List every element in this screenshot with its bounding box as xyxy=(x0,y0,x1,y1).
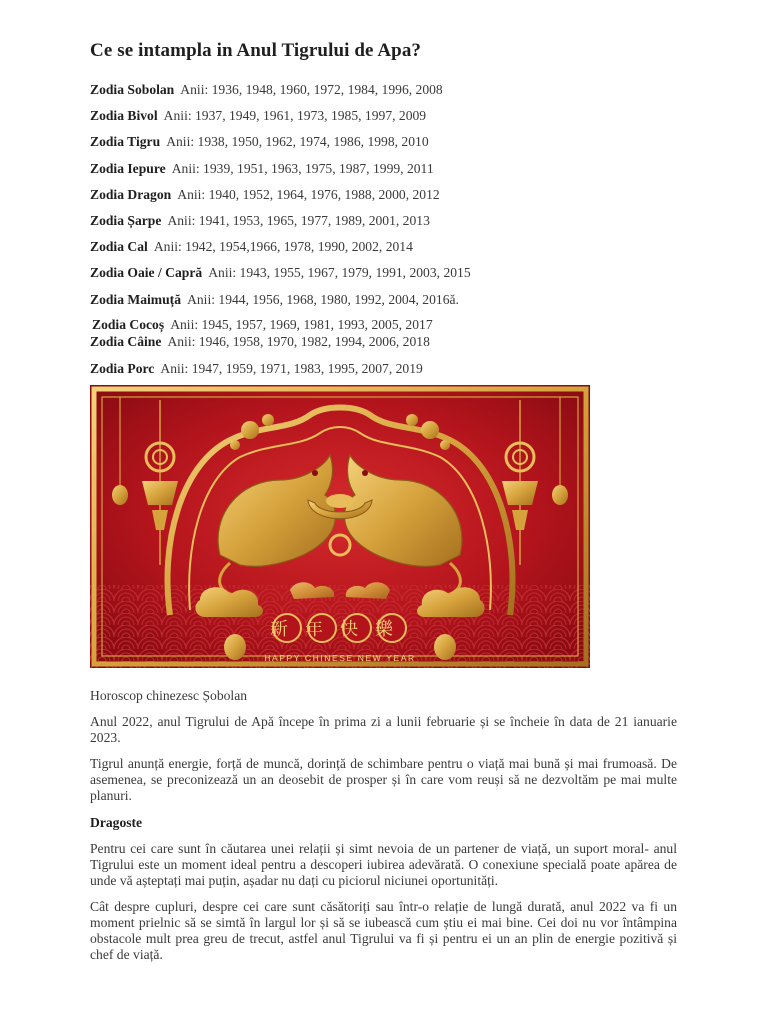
image-caption: Horoscop chinezesc Șobolan xyxy=(90,688,248,703)
chinese-greeting-text: 新年快樂 xyxy=(270,619,410,640)
sign-line-iepure xyxy=(90,161,434,177)
sign-years: Anii: 1940, 1952, 1964, 1976, 1988, 2000, 2012 xyxy=(177,187,440,202)
sign-years: Anii: 1945, 1957, 1969, 1981, 1993, 2005, 2017 xyxy=(170,317,433,332)
chinese-new-year-banner xyxy=(90,385,590,668)
sign-name: Zodia Sobolan xyxy=(90,82,175,97)
sign-line-oaie xyxy=(90,265,471,281)
sign-name: Zodia Dragon xyxy=(90,187,172,202)
sign-name: Zodia Câine xyxy=(90,334,162,349)
sign-years: Anii: 1936, 1948, 1960, 1972, 1984, 1996, 2008 xyxy=(180,82,443,97)
sign-years: Anii: 1947, 1959, 1971, 1983, 1995, 2007, 2019 xyxy=(160,361,423,376)
sign-line-dragon xyxy=(90,187,440,203)
sign-years: Anii: 1941, 1953, 1965, 1977, 1989, 2001, 2013 xyxy=(167,213,430,228)
sign-years: Anii: 1942, 1954,1966, 1978, 1990, 2002, 2014 xyxy=(153,239,413,254)
sign-name: Zodia Porc xyxy=(90,361,155,376)
sign-name: Zodia Șarpe xyxy=(90,213,162,228)
sign-line-porc xyxy=(90,361,423,377)
sign-name: Zodia Cocoș xyxy=(92,317,165,332)
sign-line-sobolan xyxy=(90,82,443,98)
section-heading-love: Dragoste xyxy=(90,815,143,830)
sign-name: Zodia Iepure xyxy=(90,161,166,176)
sign-name: Zodia Oaie / Capră xyxy=(90,265,203,280)
paragraph-couples: Cât despre cupluri, despre cei care sunt căsătoriți sau într-o relație de lungă durată, anul 2022 va fi un moment prielnic să se simtă în largul lor și să se iubească cum știu ei mai bine. Cei doi nu vor întâmpina obstacole mult prea greu de trecut, astfel anul Tigrului va fi și pentru ei un an plin de energie pozitivă și chef de viață. xyxy=(90,899,677,962)
sign-years: Anii: 1938, 1950, 1962, 1974, 1986, 1998, 2010 xyxy=(166,134,429,149)
sign-years: Anii: 1944, 1956, 1968, 1980, 1992, 2004, 2016ă. xyxy=(187,292,459,307)
paragraph-singles: Pentru cei care sunt în căutarea unei relații și simt nevoia de un partener de viață, un suport moral- anul Tigrului este un moment ideal pentru a descoperi iubirea adevărată. O conexiune specială poate apărea de unde vă așteptați mai puțin, așadar nu dați cu piciorul niciunei oportunități. xyxy=(90,841,677,888)
sign-line-tigru xyxy=(90,134,429,150)
sign-years: Anii: 1939, 1951, 1963, 1975, 1987, 1999, 2011 xyxy=(171,161,434,176)
sign-line-caine xyxy=(90,334,430,350)
sign-years: Anii: 1943, 1955, 1967, 1979, 1991, 2003, 2015 xyxy=(208,265,471,280)
sign-name: Zodia Maimuță xyxy=(90,292,182,307)
sign-name: Zodia Bivol xyxy=(90,108,158,123)
sign-line-maimuta xyxy=(90,292,459,308)
sign-name: Zodia Cal xyxy=(90,239,148,254)
banner-caption: HAPPY CHINESE NEW YEAR xyxy=(264,653,416,663)
paragraph-year-intro: Anul 2022, anul Tigrului de Apă începe în prima zi a lunii februarie și se încheie în data de 21 ianuarie 2023. xyxy=(90,714,677,745)
sign-line-sarpe xyxy=(90,213,430,229)
sign-name: Zodia Tigru xyxy=(90,134,161,149)
sign-line-bivol xyxy=(90,108,426,124)
sign-line-cal xyxy=(90,239,413,255)
sign-years: Anii: 1937, 1949, 1961, 1973, 1985, 1997, 2009 xyxy=(163,108,427,123)
sign-years: Anii: 1946, 1958, 1970, 1982, 1994, 2006, 2018 xyxy=(167,334,430,349)
paragraph-tiger-energy: Tigrul anunță energie, forță de muncă, dorință de schimbare pentru o viață mai bună și mai frumoasă. De asemenea, se preconizează un an deosebit de prosper și în care vom reuși să ne dezvoltăm pe mai multe planuri. xyxy=(90,756,677,803)
sign-line-cocos xyxy=(92,317,433,333)
page-title: Ce se intampla in Anul Tigrului de Apa? xyxy=(90,40,422,61)
